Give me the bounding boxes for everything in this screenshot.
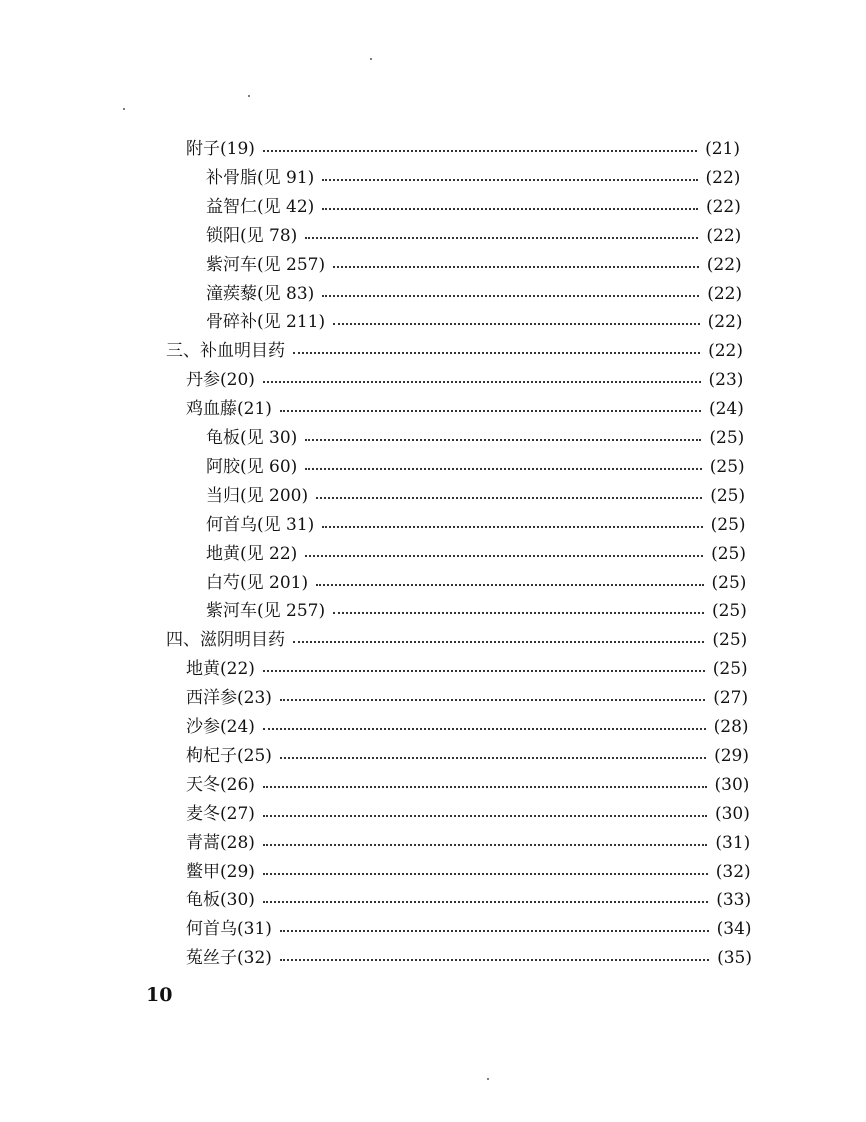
toc-dot-leader [322, 208, 698, 210]
toc-entry-page: (25) [711, 543, 746, 564]
toc-entry-page: (25) [711, 572, 747, 593]
toc-entry [206, 164, 740, 192]
toc-dot-leader [263, 815, 707, 817]
toc-entry [186, 366, 743, 394]
toc-entry [186, 915, 752, 943]
toc-entry-page: (35) [717, 948, 752, 969]
toc-entry-title: 龟板(见 30) [206, 428, 298, 448]
toc-dot-leader [305, 555, 703, 557]
toc-entry-page: (30) [714, 803, 750, 824]
toc-entry-title: 龟板(30) [186, 890, 255, 911]
toc-entry [186, 771, 749, 799]
toc-entry [166, 337, 743, 365]
toc-dot-leader [322, 179, 697, 181]
toc-dot-leader [263, 844, 707, 846]
toc-dot-leader [280, 699, 705, 701]
toc-dot-leader [305, 237, 698, 239]
toc-entry-title: 锁阳(见 78) [206, 225, 298, 246]
toc-entry-page: (23) [708, 370, 744, 391]
toc-dot-leader [293, 641, 704, 643]
toc-entry [206, 569, 746, 597]
toc-entry-page: (25) [710, 514, 746, 535]
scan-speck [123, 108, 125, 110]
toc-entry-page: (25) [710, 485, 746, 506]
toc-entry-title: 潼蒺藜(见 83) [206, 283, 315, 304]
toc-entry-title: 阿胶(见 60) [206, 456, 298, 477]
toc-dot-leader [263, 150, 697, 152]
toc-entry-title: 天冬(26) [186, 774, 255, 795]
toc-dot-leader [280, 410, 701, 412]
toc-entry-title: 青蒿(28) [186, 832, 255, 853]
toc-entry-title: 丹参(20) [186, 370, 255, 391]
toc-entry [186, 829, 750, 857]
toc-entry-page: (22) [705, 167, 741, 188]
toc-entry-title: 鳖甲(29) [186, 861, 255, 882]
toc-entry-title: 沙参(24) [186, 717, 255, 737]
toc-entry-page: (22) [706, 254, 742, 275]
toc-entry-page: (28) [713, 717, 749, 737]
toc-entry [186, 713, 749, 741]
toc-dot-leader [263, 873, 708, 875]
toc-entry-page: (32) [715, 861, 751, 882]
toc-entry [186, 800, 750, 828]
toc-entry-title: 菟丝子(32) [186, 948, 272, 969]
scan-speck [487, 1078, 489, 1080]
toc-entry-page: (25) [712, 659, 748, 680]
toc-entry-page: (22) [707, 312, 743, 333]
toc-dot-leader [322, 295, 699, 297]
toc-entry [186, 655, 748, 683]
toc-dot-leader [305, 468, 701, 470]
toc-entry [206, 193, 741, 221]
scan-speck [248, 95, 250, 97]
toc-entry-page: (22) [705, 196, 741, 217]
toc-entry-title: 麦冬(27) [186, 803, 255, 824]
toc-entry-page: (25) [712, 630, 748, 651]
page-number: 10 [146, 984, 173, 1006]
toc-entry [186, 886, 751, 914]
toc-entry-page: (22) [706, 225, 742, 246]
toc-entry-page: (22) [707, 283, 743, 304]
toc-entry-title: 地黄(22) [186, 659, 255, 680]
toc-entry [206, 511, 746, 539]
toc-dot-leader [263, 381, 701, 383]
toc-entry-title: 何首乌(31) [186, 919, 272, 940]
toc-entry-page: (27) [713, 688, 749, 709]
toc-entry-page: (25) [709, 428, 745, 448]
toc-entry-page: (31) [715, 832, 751, 853]
toc-entry [206, 540, 746, 568]
toc-dot-leader [305, 439, 701, 441]
toc-entry [206, 308, 743, 336]
toc-dot-leader [333, 266, 699, 268]
toc-entry [186, 135, 740, 163]
toc-dot-leader [263, 670, 705, 672]
toc-entry [206, 597, 747, 625]
toc-entry-page: (25) [709, 456, 745, 477]
toc-dot-leader [280, 930, 709, 932]
toc-dot-leader [263, 728, 706, 730]
toc-entry-title: 四、滋阴明目药 [166, 630, 285, 651]
toc-entry-title: 地黄(见 22) [206, 543, 298, 564]
toc-dot-leader [316, 584, 703, 586]
toc-dot-leader [280, 757, 706, 759]
toc-dot-leader [263, 786, 707, 788]
toc-entry-title: 益智仁(见 42) [206, 196, 315, 217]
toc-entry [186, 858, 751, 886]
toc-entry-page: (24) [708, 399, 744, 420]
toc-entry [166, 626, 747, 654]
toc-entry-title: 附子(19) [186, 139, 255, 159]
toc-entry-title: 三、补血明目药 [166, 341, 285, 362]
toc-entry [206, 424, 744, 452]
toc-entry [186, 742, 749, 770]
toc-entry-title: 紫河车(见 257) [206, 254, 326, 275]
toc-dot-leader [333, 612, 704, 614]
toc-entry-title: 鸡血藤(21) [186, 399, 272, 420]
toc-entry-title: 骨碎补(见 211) [206, 312, 326, 333]
toc-entry [206, 251, 742, 279]
toc-entry [206, 280, 742, 308]
toc-entry-title: 紫河车(见 257) [206, 601, 326, 622]
toc-entry [206, 482, 745, 510]
toc-entry-page: (25) [711, 601, 747, 622]
toc-dot-leader [333, 323, 700, 325]
toc-entry-title: 白芍(见 201) [206, 572, 309, 593]
toc-entry [186, 944, 752, 972]
toc-entry-page: (34) [716, 919, 752, 940]
toc-entry [186, 395, 744, 423]
toc-entry [206, 453, 745, 481]
toc-entry-title: 当归(见 200) [206, 485, 309, 506]
toc-entry-title: 西洋参(23) [186, 688, 272, 709]
toc-entry-page: (29) [714, 745, 749, 766]
toc-dot-leader [263, 901, 708, 903]
scan-speck [370, 58, 372, 60]
toc-dot-leader [280, 959, 709, 961]
toc-entry [206, 222, 741, 250]
toc-entry-title: 补骨脂(见 91) [206, 167, 315, 188]
toc-entry-page: (33) [716, 890, 752, 911]
toc-entry-page: (21) [705, 139, 740, 159]
toc-dot-leader [293, 352, 700, 354]
toc-entry-page: (30) [714, 774, 750, 795]
toc-dot-leader [322, 526, 702, 528]
toc-entry [186, 684, 748, 712]
toc-entry-title: 何首乌(见 31) [206, 514, 315, 535]
toc-entry-page: (22) [708, 341, 743, 362]
toc-dot-leader [316, 497, 702, 499]
toc-entry-title: 枸杞子(25) [186, 745, 272, 766]
